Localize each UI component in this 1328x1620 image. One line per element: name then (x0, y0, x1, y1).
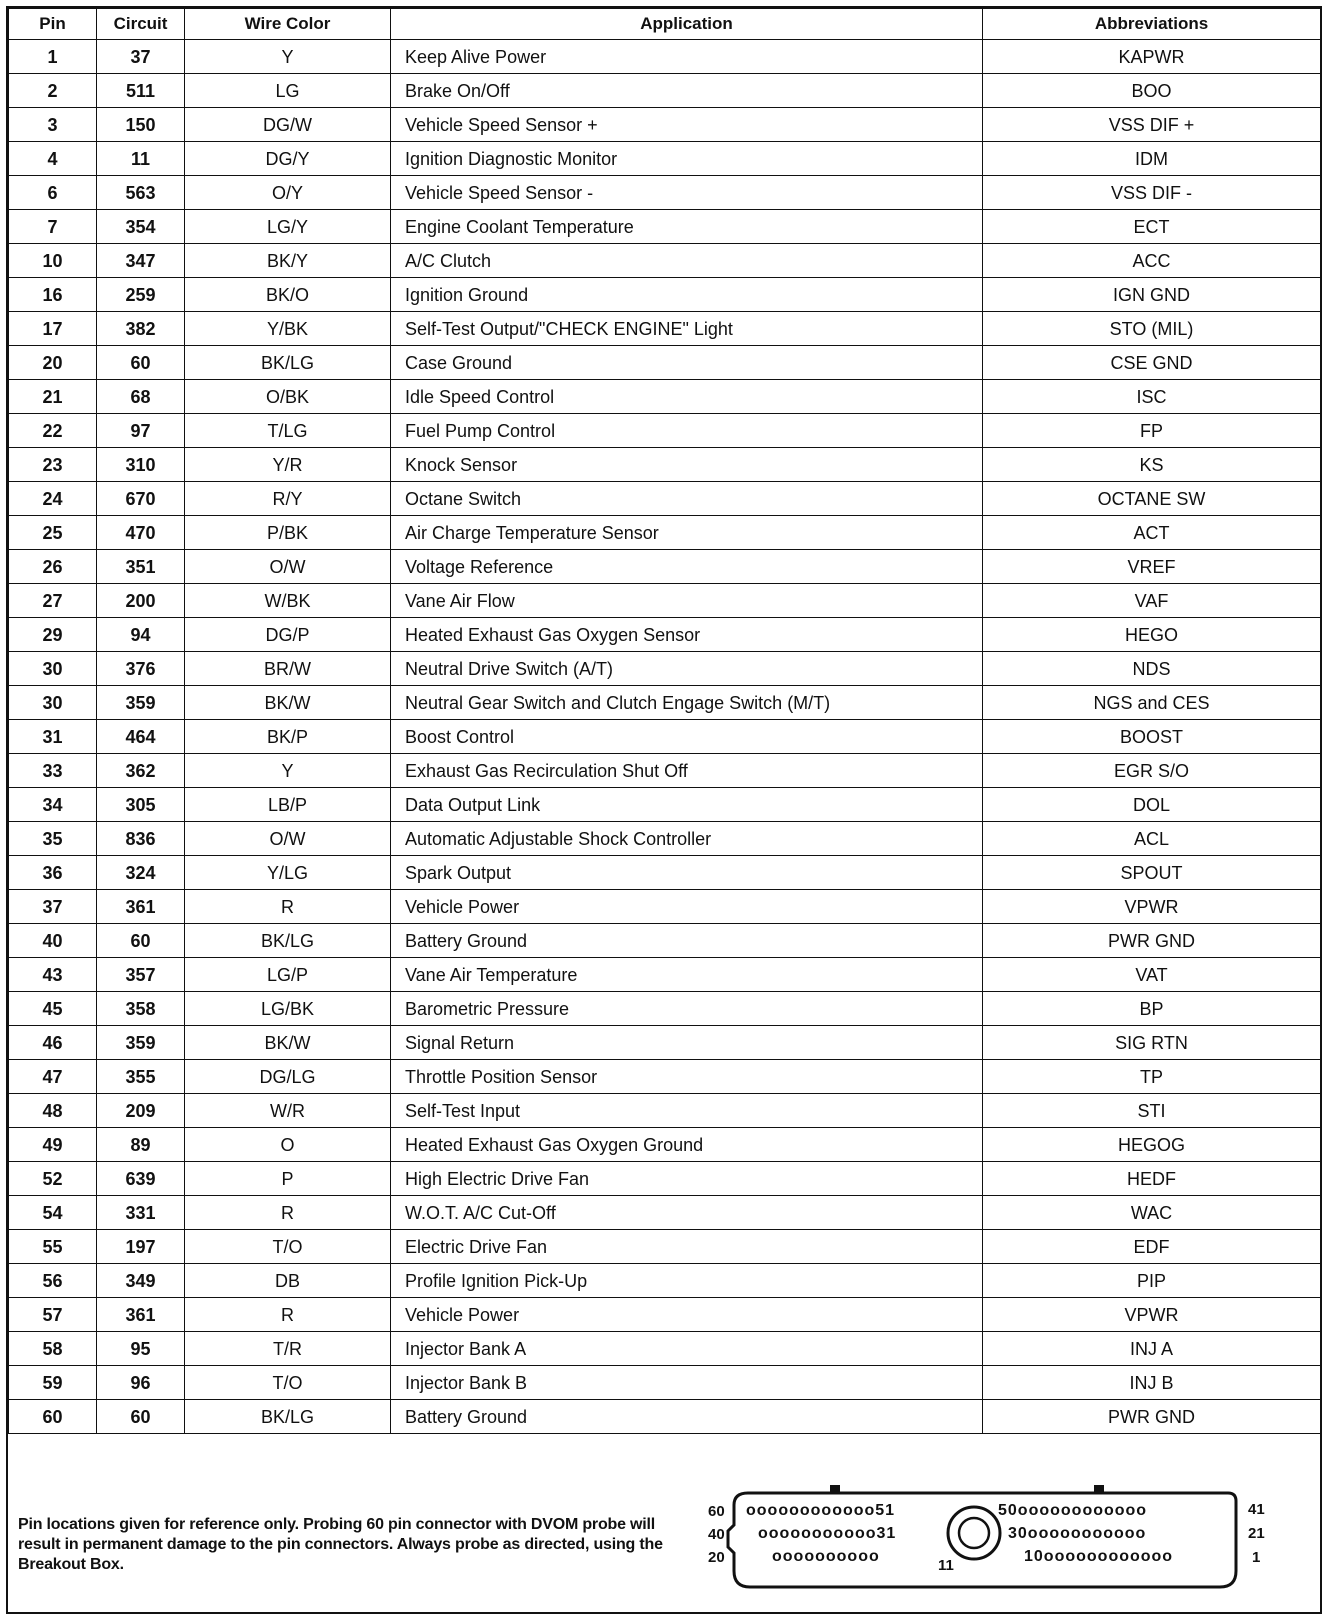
table-row (9, 584, 1321, 618)
row-pin: 49 (9, 1128, 97, 1162)
row-wire-color: BK/LG (185, 346, 391, 380)
connector-bolt-outer (948, 1507, 1000, 1559)
row-pin: 20 (9, 346, 97, 380)
row-wire-color: R/Y (185, 482, 391, 516)
row-circuit: 95 (97, 1332, 185, 1366)
row-wire-color: LG/Y (185, 210, 391, 244)
row-circuit: 324 (97, 856, 185, 890)
row-application: Barometric Pressure (391, 992, 983, 1026)
row-abbreviation: VPWR (983, 890, 1321, 924)
row-application: Air Charge Temperature Sensor (391, 516, 983, 550)
row-abbreviation: BOOST (983, 720, 1321, 754)
row-wire-color: P/BK (185, 516, 391, 550)
row-circuit: 97 (97, 414, 185, 448)
row-application: Keep Alive Power (391, 40, 983, 74)
row-wire-color: BR/W (185, 652, 391, 686)
row-application: Ignition Diagnostic Monitor (391, 142, 983, 176)
table-row (9, 924, 1321, 958)
table-row (9, 1196, 1321, 1230)
row-wire-color: BK/LG (185, 1400, 391, 1434)
row-circuit: 362 (97, 754, 185, 788)
row-circuit: 354 (97, 210, 185, 244)
row-abbreviation: SPOUT (983, 856, 1321, 890)
row1-pins-right: 50oooooooooooo (998, 1502, 1148, 1519)
row-abbreviation: FP (983, 414, 1321, 448)
table-row (9, 244, 1321, 278)
row-wire-color: DG/W (185, 108, 391, 142)
table-row (9, 40, 1321, 74)
connector-bolt-inner (959, 1518, 989, 1548)
row-wire-color: R (185, 1196, 391, 1230)
row-circuit: 349 (97, 1264, 185, 1298)
row-application: Injector Bank B (391, 1366, 983, 1400)
row-circuit: 60 (97, 346, 185, 380)
row-abbreviation: PWR GND (983, 924, 1321, 958)
table-row (9, 618, 1321, 652)
row-application: Self-Test Input (391, 1094, 983, 1128)
row-circuit: 331 (97, 1196, 185, 1230)
row-pin: 10 (9, 244, 97, 278)
row-circuit: 259 (97, 278, 185, 312)
row-pin: 17 (9, 312, 97, 346)
row-circuit: 305 (97, 788, 185, 822)
row-pin: 24 (9, 482, 97, 516)
row-application: Profile Ignition Pick-Up (391, 1264, 983, 1298)
row-application: Voltage Reference (391, 550, 983, 584)
table-row (9, 74, 1321, 108)
row-wire-color: W/R (185, 1094, 391, 1128)
row-abbreviation: TP (983, 1060, 1321, 1094)
row-circuit: 347 (97, 244, 185, 278)
row-abbreviation: ACC (983, 244, 1321, 278)
table-row (9, 1400, 1321, 1434)
row-application: Data Output Link (391, 788, 983, 822)
row-pin: 30 (9, 652, 97, 686)
row-circuit: 200 (97, 584, 185, 618)
row-application: Throttle Position Sensor (391, 1060, 983, 1094)
row-circuit: 89 (97, 1128, 185, 1162)
table-row (9, 1162, 1321, 1196)
table-row (9, 1298, 1321, 1332)
row-abbreviation: HEGO (983, 618, 1321, 652)
table-row (9, 414, 1321, 448)
row-abbreviation: VSS DIF + (983, 108, 1321, 142)
row-application: Self-Test Output/"CHECK ENGINE" Light (391, 312, 983, 346)
row-wire-color: BK/W (185, 1026, 391, 1060)
row-application: Exhaust Gas Recirculation Shut Off (391, 754, 983, 788)
row-circuit: 310 (97, 448, 185, 482)
row-wire-color: DG/P (185, 618, 391, 652)
row-circuit: 359 (97, 1026, 185, 1060)
row-application: Vane Air Temperature (391, 958, 983, 992)
row-abbreviation: ECT (983, 210, 1321, 244)
row-pin: 43 (9, 958, 97, 992)
row-wire-color: DB (185, 1264, 391, 1298)
row-pin: 31 (9, 720, 97, 754)
row-circuit: 639 (97, 1162, 185, 1196)
table-row (9, 448, 1321, 482)
row-abbreviation: EDF (983, 1230, 1321, 1264)
row-wire-color: LG/P (185, 958, 391, 992)
table-row (9, 516, 1321, 550)
row-pin: 4 (9, 142, 97, 176)
table-row (9, 346, 1321, 380)
row-application: Vehicle Power (391, 890, 983, 924)
row-wire-color: T/O (185, 1366, 391, 1400)
row-abbreviation: VREF (983, 550, 1321, 584)
header-application: Application (391, 9, 983, 40)
row-wire-color: BK/LG (185, 924, 391, 958)
row-application: Idle Speed Control (391, 380, 983, 414)
row3-right-label: 1 (1252, 1549, 1261, 1566)
row-circuit: 670 (97, 482, 185, 516)
row-application: Battery Ground (391, 1400, 983, 1434)
row-abbreviation: VAF (983, 584, 1321, 618)
table-row (9, 1332, 1321, 1366)
row-circuit: 358 (97, 992, 185, 1026)
row-pin: 25 (9, 516, 97, 550)
row-application: W.O.T. A/C Cut-Off (391, 1196, 983, 1230)
row-abbreviation: VAT (983, 958, 1321, 992)
table-row (9, 1128, 1321, 1162)
row-wire-color: Y/LG (185, 856, 391, 890)
row-wire-color: Y/BK (185, 312, 391, 346)
row-pin: 30 (9, 686, 97, 720)
row-abbreviation: ACL (983, 822, 1321, 856)
row-application: Vehicle Speed Sensor - (391, 176, 983, 210)
row-wire-color: T/R (185, 1332, 391, 1366)
table-row (9, 652, 1321, 686)
row-abbreviation: STO (MIL) (983, 312, 1321, 346)
header-pin: Pin (9, 9, 97, 40)
row3-mid-label: 11 (938, 1557, 954, 1574)
table-row (9, 312, 1321, 346)
row-abbreviation: PWR GND (983, 1400, 1321, 1434)
row-pin: 55 (9, 1230, 97, 1264)
row1-right-label: 41 (1248, 1501, 1265, 1518)
row-abbreviation: NDS (983, 652, 1321, 686)
row2-left-label: 40 (708, 1526, 725, 1543)
row-circuit: 94 (97, 618, 185, 652)
row-pin: 26 (9, 550, 97, 584)
row-pin: 22 (9, 414, 97, 448)
table-row (9, 1230, 1321, 1264)
row1-left-label: 60 (708, 1503, 725, 1520)
row-pin: 16 (9, 278, 97, 312)
row-pin: 2 (9, 74, 97, 108)
row-application: Automatic Adjustable Shock Controller (391, 822, 983, 856)
table-row (9, 176, 1321, 210)
table-row (9, 992, 1321, 1026)
row-pin: 60 (9, 1400, 97, 1434)
row-abbreviation: INJ B (983, 1366, 1321, 1400)
table-row (9, 380, 1321, 414)
row-circuit: 359 (97, 686, 185, 720)
table-body (9, 40, 1321, 1434)
row-pin: 58 (9, 1332, 97, 1366)
row2-pins-right: 30ooooooooooo (1008, 1525, 1147, 1542)
table-row (9, 278, 1321, 312)
row-application: Vane Air Flow (391, 584, 983, 618)
row-abbreviation: ISC (983, 380, 1321, 414)
row-wire-color: O/Y (185, 176, 391, 210)
row-application: Electric Drive Fan (391, 1230, 983, 1264)
row-abbreviation: OCTANE SW (983, 482, 1321, 516)
row-application: Vehicle Speed Sensor + (391, 108, 983, 142)
row-circuit: 60 (97, 1400, 185, 1434)
row-circuit: 96 (97, 1366, 185, 1400)
row-wire-color: BK/P (185, 720, 391, 754)
pinout-sheet (6, 6, 1322, 1614)
row-abbreviation: PIP (983, 1264, 1321, 1298)
row-wire-color: R (185, 1298, 391, 1332)
row-circuit: 355 (97, 1060, 185, 1094)
row-circuit: 351 (97, 550, 185, 584)
row-pin: 48 (9, 1094, 97, 1128)
row-application: Neutral Drive Switch (A/T) (391, 652, 983, 686)
row-wire-color: Y/R (185, 448, 391, 482)
row-pin: 59 (9, 1366, 97, 1400)
row-application: A/C Clutch (391, 244, 983, 278)
row-pin: 34 (9, 788, 97, 822)
pinout-table (8, 8, 1321, 1434)
row-application: Spark Output (391, 856, 983, 890)
row-application: Case Ground (391, 346, 983, 380)
table-row (9, 958, 1321, 992)
table-row (9, 1094, 1321, 1128)
row-wire-color: DG/Y (185, 142, 391, 176)
table-row (9, 210, 1321, 244)
row-abbreviation: BOO (983, 74, 1321, 108)
table-row (9, 108, 1321, 142)
table-row (9, 822, 1321, 856)
probe-warning-note: Pin locations given for reference only. Probing 60 pin connector with DVOM probe will result in permanent damage to the pin connectors. Always probe as directed, using the Breakout Box. (18, 1516, 663, 1573)
row-pin: 46 (9, 1026, 97, 1060)
row-circuit: 361 (97, 1298, 185, 1332)
row-abbreviation: WAC (983, 1196, 1321, 1230)
row-application: Neutral Gear Switch and Clutch Engage Switch (M/T) (391, 686, 983, 720)
connector-latch-right (1094, 1485, 1104, 1494)
row-application: Heated Exhaust Gas Oxygen Sensor (391, 618, 983, 652)
row-pin: 54 (9, 1196, 97, 1230)
row-application: High Electric Drive Fan (391, 1162, 983, 1196)
row-circuit: 150 (97, 108, 185, 142)
table-row (9, 890, 1321, 924)
row-pin: 56 (9, 1264, 97, 1298)
row3-pins-right: 10oooooooooooo (1024, 1548, 1174, 1565)
row-application: Injector Bank A (391, 1332, 983, 1366)
row2-right-label: 21 (1248, 1525, 1265, 1542)
row-pin: 33 (9, 754, 97, 788)
row-wire-color: LB/P (185, 788, 391, 822)
row-abbreviation: IDM (983, 142, 1321, 176)
row-pin: 3 (9, 108, 97, 142)
row-abbreviation: SIG RTN (983, 1026, 1321, 1060)
row-circuit: 382 (97, 312, 185, 346)
row-abbreviation: HEDF (983, 1162, 1321, 1196)
footer (8, 1455, 1320, 1613)
table-row (9, 686, 1321, 720)
row-application: Battery Ground (391, 924, 983, 958)
row-abbreviation: INJ A (983, 1332, 1321, 1366)
row-circuit: 376 (97, 652, 185, 686)
row-pin: 36 (9, 856, 97, 890)
row-circuit: 37 (97, 40, 185, 74)
row-circuit: 563 (97, 176, 185, 210)
row-circuit: 11 (97, 142, 185, 176)
header-wire-color: Wire Color (185, 9, 391, 40)
row-application: Boost Control (391, 720, 983, 754)
row-circuit: 470 (97, 516, 185, 550)
row-abbreviation: BP (983, 992, 1321, 1026)
row-application: Ignition Ground (391, 278, 983, 312)
table-row (9, 1026, 1321, 1060)
row-wire-color: O (185, 1128, 391, 1162)
row-abbreviation: CSE GND (983, 346, 1321, 380)
row-pin: 6 (9, 176, 97, 210)
connector-latch-left (830, 1485, 840, 1494)
row-circuit: 361 (97, 890, 185, 924)
row-pin: 35 (9, 822, 97, 856)
row-pin: 40 (9, 924, 97, 958)
table-row (9, 550, 1321, 584)
row-pin: 45 (9, 992, 97, 1026)
row-wire-color: T/LG (185, 414, 391, 448)
row-application: Heated Exhaust Gas Oxygen Ground (391, 1128, 983, 1162)
row1-pins-left: oooooooooooo51 (746, 1502, 896, 1519)
row-wire-color: P (185, 1162, 391, 1196)
row-wire-color: R (185, 890, 391, 924)
row-pin: 1 (9, 40, 97, 74)
row3-pins-left: oooooooooo (772, 1548, 880, 1565)
table-row (9, 1366, 1321, 1400)
row-pin: 52 (9, 1162, 97, 1196)
row-circuit: 68 (97, 380, 185, 414)
row-wire-color: W/BK (185, 584, 391, 618)
row-abbreviation: DOL (983, 788, 1321, 822)
row-wire-color: BK/W (185, 686, 391, 720)
row-abbreviation: ACT (983, 516, 1321, 550)
table-row (9, 754, 1321, 788)
row-wire-color: BK/Y (185, 244, 391, 278)
row-abbreviation: NGS and CES (983, 686, 1321, 720)
row-abbreviation: KS (983, 448, 1321, 482)
row-application: Fuel Pump Control (391, 414, 983, 448)
table-row (9, 1060, 1321, 1094)
row-circuit: 209 (97, 1094, 185, 1128)
row-abbreviation: VSS DIF - (983, 176, 1321, 210)
row-application: Vehicle Power (391, 1298, 983, 1332)
table-row (9, 142, 1321, 176)
row3-left-label: 20 (708, 1549, 725, 1566)
table-row (9, 482, 1321, 516)
row-pin: 27 (9, 584, 97, 618)
row-pin: 47 (9, 1060, 97, 1094)
row-abbreviation: STI (983, 1094, 1321, 1128)
row-abbreviation: HEGOG (983, 1128, 1321, 1162)
row-abbreviation: EGR S/O (983, 754, 1321, 788)
row-circuit: 464 (97, 720, 185, 754)
row-wire-color: O/BK (185, 380, 391, 414)
row-wire-color: T/O (185, 1230, 391, 1264)
header-abbreviations: Abbreviations (983, 9, 1321, 40)
row-wire-color: LG/BK (185, 992, 391, 1026)
table-row (9, 1264, 1321, 1298)
row-wire-color: Y (185, 40, 391, 74)
row2-pins-left: ooooooooooo31 (758, 1525, 897, 1542)
row-abbreviation: KAPWR (983, 40, 1321, 74)
row-pin: 23 (9, 448, 97, 482)
row-wire-color: DG/LG (185, 1060, 391, 1094)
row-circuit: 511 (97, 74, 185, 108)
row-wire-color: BK/O (185, 278, 391, 312)
row-wire-color: Y (185, 754, 391, 788)
header-circuit: Circuit (97, 9, 185, 40)
row-circuit: 197 (97, 1230, 185, 1264)
row-application: Brake On/Off (391, 74, 983, 108)
connector-diagram (708, 1475, 1308, 1605)
row-wire-color: LG (185, 74, 391, 108)
table-row (9, 856, 1321, 890)
row-pin: 57 (9, 1298, 97, 1332)
row-abbreviation: VPWR (983, 1298, 1321, 1332)
row-pin: 7 (9, 210, 97, 244)
row-pin: 29 (9, 618, 97, 652)
row-application: Octane Switch (391, 482, 983, 516)
row-circuit: 836 (97, 822, 185, 856)
row-wire-color: O/W (185, 550, 391, 584)
row-application: Signal Return (391, 1026, 983, 1060)
row-application: Engine Coolant Temperature (391, 210, 983, 244)
row-wire-color: O/W (185, 822, 391, 856)
row-circuit: 357 (97, 958, 185, 992)
row-abbreviation: IGN GND (983, 278, 1321, 312)
table-header-row (9, 9, 1321, 40)
row-pin: 21 (9, 380, 97, 414)
row-application: Knock Sensor (391, 448, 983, 482)
row-pin: 37 (9, 890, 97, 924)
row-circuit: 60 (97, 924, 185, 958)
table-row (9, 720, 1321, 754)
table-row (9, 788, 1321, 822)
